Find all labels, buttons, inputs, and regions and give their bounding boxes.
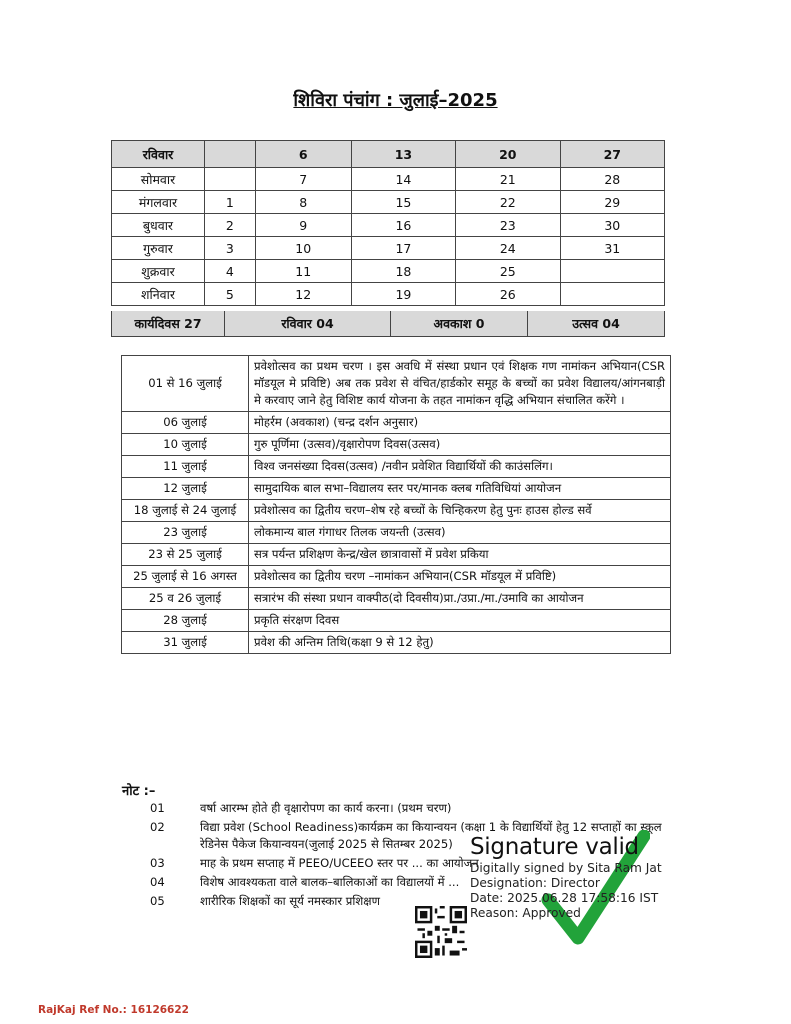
date-cell: 27 xyxy=(560,141,664,168)
event-row xyxy=(122,478,671,500)
event-date: 25 व 26 जुलाई xyxy=(122,588,249,610)
calendar-table xyxy=(111,140,665,306)
note-number: 04 xyxy=(150,875,165,889)
signature-designation: Designation: Director xyxy=(470,876,600,890)
event-row xyxy=(122,588,671,610)
date-cell: 31 xyxy=(560,237,664,260)
date-cell: 15 xyxy=(351,191,455,214)
date-cell: 28 xyxy=(560,168,664,191)
date-cell: 14 xyxy=(351,168,455,191)
summary-sundays: रविवार 04 xyxy=(225,311,391,336)
reference-number: RajKaj Ref No.: 16126622 xyxy=(38,1004,189,1016)
date-cell: 18 xyxy=(351,260,455,283)
date-cell: 24 xyxy=(456,237,560,260)
event-row xyxy=(122,500,671,522)
event-row xyxy=(122,632,671,654)
notes-heading: नोट :– xyxy=(122,784,156,799)
event-date: 11 जुलाई xyxy=(122,456,249,478)
event-row xyxy=(122,522,671,544)
event-text: सत्र पर्यन्त प्रशिक्षण केन्द्र/खेल छात्रावासों में प्रवेश प्रकिया xyxy=(249,544,671,566)
date-cell xyxy=(205,141,256,168)
calendar-summary xyxy=(111,311,665,337)
event-date: 25 जुलाई से 16 अगस्त xyxy=(122,566,249,588)
event-row xyxy=(122,610,671,632)
event-date: 06 जुलाई xyxy=(122,412,249,434)
event-text: विश्व जनसंख्या दिवस(उत्सव) /नवीन प्रवेशित विद्यार्थियों की काउंसलिंग। xyxy=(249,456,671,478)
document-title: शिविरा पंचांग : जुलाई–2025 xyxy=(293,90,498,111)
note-text: विशेष आवश्यकता वाले बालक–बालिकाओं का विद्यालयों में ... xyxy=(200,875,460,889)
event-text: सत्रारंभ की संस्था प्रधान वाक्पीठ(दो दिवसीय)प्रा./उप्रा./मा./उमावि का आयोजन xyxy=(249,588,671,610)
note-text: वर्षा आरम्भ होते ही वृक्षारोपण का कार्य करना। (प्रथम चरण) xyxy=(200,801,452,815)
weekday-cell: शुक्रवार xyxy=(112,260,205,283)
date-cell: 10 xyxy=(255,237,351,260)
signature-signer: Digitally signed by Sita Ram Jat xyxy=(470,861,662,875)
date-cell xyxy=(205,168,256,191)
calendar-row xyxy=(112,141,665,168)
event-row xyxy=(122,544,671,566)
date-cell: 17 xyxy=(351,237,455,260)
calendar-row xyxy=(112,260,665,283)
date-cell: 11 xyxy=(255,260,351,283)
date-cell: 6 xyxy=(255,141,351,168)
weekday-cell: सोमवार xyxy=(112,168,205,191)
weekday-cell: मंगलवार xyxy=(112,191,205,214)
note-text: शारीरिक शिक्षकों का सूर्य नमस्कार प्रशिक्षण xyxy=(200,894,380,908)
date-cell: 5 xyxy=(205,283,256,306)
date-cell: 4 xyxy=(205,260,256,283)
date-cell: 21 xyxy=(456,168,560,191)
note-number: 03 xyxy=(150,856,165,870)
date-cell: 1 xyxy=(205,191,256,214)
date-cell: 3 xyxy=(205,237,256,260)
calendar-row xyxy=(112,237,665,260)
calendar-row xyxy=(112,214,665,237)
weekday-cell: रविवार xyxy=(112,141,205,168)
event-date: 23 से 25 जुलाई xyxy=(122,544,249,566)
summary-working-days: कार्यदिवस 27 xyxy=(112,311,225,336)
date-cell: 19 xyxy=(351,283,455,306)
event-text: प्रवेश की अन्तिम तिथि(कक्षा 9 से 12 हेतु) xyxy=(249,632,671,654)
event-date: 12 जुलाई xyxy=(122,478,249,500)
event-row xyxy=(122,356,671,412)
event-date: 01 से 16 जुलाई xyxy=(122,356,249,412)
date-cell: 13 xyxy=(351,141,455,168)
event-date: 18 जुलाई से 24 जुलाई xyxy=(122,500,249,522)
date-cell: 25 xyxy=(456,260,560,283)
event-row xyxy=(122,456,671,478)
event-text: प्रकृति संरक्षण दिवस xyxy=(249,610,671,632)
calendar-row xyxy=(112,168,665,191)
event-date: 31 जुलाई xyxy=(122,632,249,654)
note-number: 05 xyxy=(150,894,165,908)
date-cell: 30 xyxy=(560,214,664,237)
note-text: माह के प्रथम सप्ताह में PEEO/UCEEO स्तर पर ... का आयोजन xyxy=(200,856,479,870)
event-text: लोकमान्य बाल गंगाधर तिलक जयन्ती (उत्सव) xyxy=(249,522,671,544)
event-row xyxy=(122,566,671,588)
date-cell: 23 xyxy=(456,214,560,237)
qr-code xyxy=(415,906,467,958)
event-date: 10 जुलाई xyxy=(122,434,249,456)
date-cell: 22 xyxy=(456,191,560,214)
date-cell: 20 xyxy=(456,141,560,168)
digital-signature xyxy=(470,834,680,921)
event-row xyxy=(122,412,671,434)
summary-holidays: अवकाश 0 xyxy=(391,311,528,336)
note-text: विद्या प्रवेश (School Readiness)कार्यक्रम का कियान्वयन (कक्षा 1 के विद्यार्थियों हेतु 12 सप्ताहों का स्कूल रेडिनेस पैकेज कियान्वयन(जुलाई 2025 से सितम्बर 2025) xyxy=(200,820,662,851)
calendar-row xyxy=(112,283,665,306)
event-text: गुरु पूर्णिमा (उत्सव)/वृक्षारोपण दिवस(उत्सव) xyxy=(249,434,671,456)
date-cell xyxy=(560,283,664,306)
event-row xyxy=(122,434,671,456)
date-cell: 26 xyxy=(456,283,560,306)
summary-festivals: उत्सव 04 xyxy=(572,316,620,331)
event-text: मोहर्रम (अवकाश) (चन्द्र दर्शन अनुसार) xyxy=(249,412,671,434)
note-number: 02 xyxy=(150,820,165,834)
event-date: 28 जुलाई xyxy=(122,610,249,632)
note-item xyxy=(150,800,670,817)
events-table xyxy=(121,355,671,654)
date-cell: 29 xyxy=(560,191,664,214)
signature-reason: Reason: Approved xyxy=(470,906,581,920)
weekday-cell: बुधवार xyxy=(112,214,205,237)
calendar-row xyxy=(112,191,665,214)
date-cell: 7 xyxy=(255,168,351,191)
event-text: सामुदायिक बाल सभा–विद्यालय स्तर पर/मानक क्लब गतिविधियां आयोजन xyxy=(249,478,671,500)
date-cell: 12 xyxy=(255,283,351,306)
date-cell: 9 xyxy=(255,214,351,237)
event-date: 23 जुलाई xyxy=(122,522,249,544)
date-cell: 8 xyxy=(255,191,351,214)
weekday-cell: गुरुवार xyxy=(112,237,205,260)
signature-date: Date: 2025.06.28 17:58:16 IST xyxy=(470,891,659,905)
event-text: प्रवेशोत्सव का द्वितीय चरण –नामांकन अभियान(CSR मॉडयूल में प्रविष्टि) xyxy=(249,566,671,588)
weekday-cell: शनिवार xyxy=(112,283,205,306)
event-text: प्रवेशोत्सव का प्रथम चरण । इस अवधि में संस्था प्रधान एवं शिक्षक गण नामांकन अभियान(CSR मॉडयूल मे प्रविष्टि) अब तक प्रवेश से वंचित/हार्डकोर समूह के बच्चों का प्रवेश विद्यालय/आंगनबाड़ी मे करवाए जाने हेतु विशिष्ट कार्य योजना के तहत नामांकन वृद्धि अभियान संचालित करेंगे । xyxy=(249,356,671,412)
note-number: 01 xyxy=(150,801,165,815)
date-cell xyxy=(560,260,664,283)
signature-heading: Signature valid xyxy=(470,834,639,860)
event-text: प्रवेशोत्सव का द्वितीय चरण–शेष रहे बच्चों के चिन्हिकरण हेतु पुनः हाउस होल्ड सर्वे xyxy=(249,500,671,522)
date-cell: 2 xyxy=(205,214,256,237)
date-cell: 16 xyxy=(351,214,455,237)
